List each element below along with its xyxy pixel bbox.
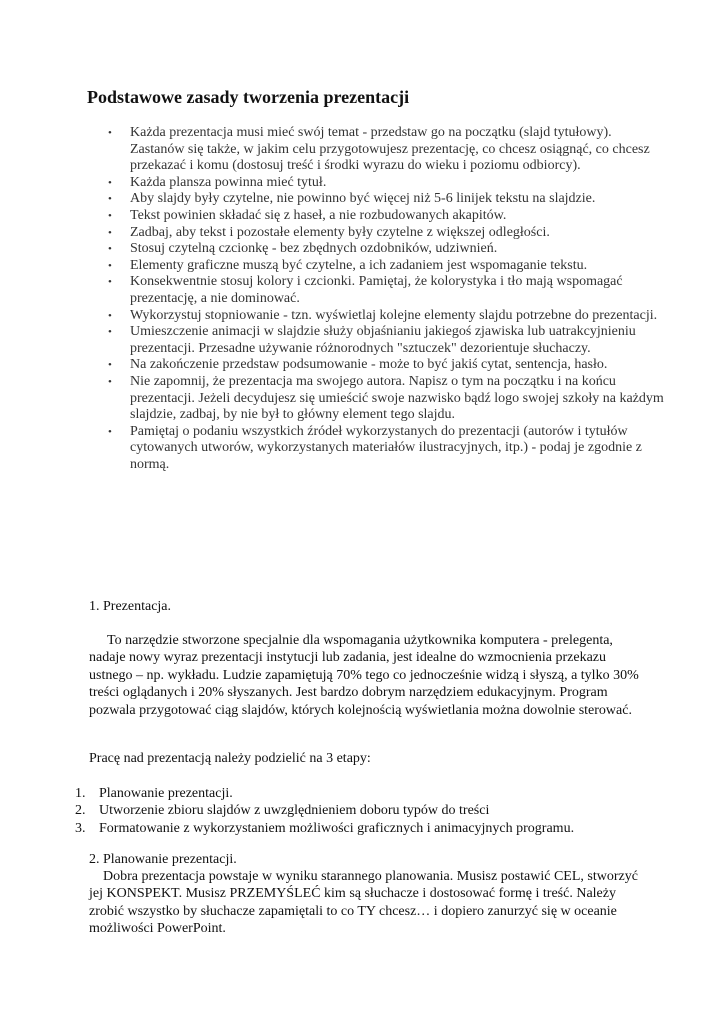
list-item-text: Zadbaj, aby tekst i pozostałe elementy były czytelne z większej odległości. xyxy=(130,224,550,240)
list-item xyxy=(75,802,635,819)
list-item xyxy=(104,308,664,325)
list-item xyxy=(104,258,664,275)
list-item-text: Pamiętaj o podaniu wszystkich źródeł wykorzystanych do prezentacji (autorów i tytułów cytowanych utworów, wykorzystanych materiałów ilustracyjnych, itp.) - podaj je zgodnie z normą. xyxy=(130,423,642,472)
bullet-icon: • xyxy=(108,359,112,372)
list-item-text: Planowanie prezentacji. xyxy=(99,786,233,801)
bullet-icon: • xyxy=(108,259,112,272)
list-item-text: Nie zapomnij, że prezentacja ma swojego autora. Napisz o tym na początku i na końcu prezentacji. Jeżeli decydujesz się umieścić swoje nazwisko bądź logo swojej szkoły na każdym slajdzie, zadbaj, by nie był to główny element tego slajdu. xyxy=(130,373,664,423)
stages-intro: Pracę nad prezentacją należy podzielić na 3 etapy: xyxy=(89,751,371,766)
bullet-icon: • xyxy=(108,276,112,289)
bullet-icon: • xyxy=(108,209,112,222)
list-item xyxy=(104,208,664,225)
list-item xyxy=(104,241,664,258)
list-item-text: Każda prezentacja musi mieć swój temat - przedstaw go na początku (slajd tytułowy). Zastanów się także, w jakim celu przygotowujesz prezentację, co chcesz osiągnąć, co chcesz przekazać i komu (dostosuj treść i środki wyrazu do wieku i poziomu odbiorcy). xyxy=(130,125,650,174)
bullet-icon: • xyxy=(108,226,112,239)
list-item xyxy=(75,785,635,802)
page-title: Podstawowe zasady tworzenia prezentacji xyxy=(87,87,410,107)
section-heading-prezentacja: 1. Prezentacja. xyxy=(89,599,172,614)
list-item-text: Umieszczenie animacji w slajdzie służy objaśnianiu jakiegoś zjawiska lub uatrakcyjnieniu prezentacji. Przesadne używanie różnorodnych "sztuczek" dezorientuje słuchaczy. xyxy=(130,324,636,356)
list-item xyxy=(104,125,664,175)
list-item-text: Konsekwentnie stosuj kolory i czcionki. Pamiętaj, że kolorystyka i tło mają wspomagać prezentację, a nie dominować. xyxy=(130,274,623,306)
list-number: 2. xyxy=(75,803,86,819)
bullet-icon: • xyxy=(108,193,112,206)
guidelines-list xyxy=(104,125,664,473)
list-item xyxy=(104,324,664,357)
list-item xyxy=(104,191,664,208)
section-heading-planowanie: 2. Planowanie prezentacji. xyxy=(89,852,237,867)
bullet-icon: • xyxy=(108,425,112,438)
list-item-text: Tekst powinien składać się z haseł, a nie rozbudowanych akapitów. xyxy=(130,207,507,223)
list-item xyxy=(104,274,664,307)
bullet-icon: • xyxy=(108,326,112,339)
section-paragraph: To narzędzie stworzone specjalnie dla wspomagania użytkownika komputera - prelegenta, nadaje nowy wyraz prezentacji instytucji lub zadania, jest idealne do wzmocnienia przekazu ustnego – np. wykładu. Ludzie zapamiętują 70% tego co jednocześnie widzą i słyszą, a tylko 30% treści oglądanych i 20% słyszanych. Jest bardzo dobrym narzędziem edukacyjnym. Program pozwala przygotować ciąg slajdów, których kolejnością wyświetlania można dowolnie sterować. xyxy=(89,633,639,718)
bullet-icon: • xyxy=(108,309,112,322)
list-item-text: Każda plansza powinna mieć tytuł. xyxy=(130,174,327,190)
list-item-text: Elementy graficzne muszą być czytelne, a ich zadaniem jest wspomaganie tekstu. xyxy=(130,257,588,273)
bullet-icon: • xyxy=(108,127,112,139)
list-item-text: Formatowanie z wykorzystaniem możliwości graficznych i animacyjnych programu. xyxy=(99,820,575,836)
section-paragraph: Dobra prezentacja powstaje w wyniku starannego planowania. Musisz postawić CEL, stworzyć jej KONSPEKT. Musisz PRZEMYŚLEĆ kim są słuchacze i dostosować formę i treść. Należy zrobić wszystko by słuchacze zapamiętali to co TY chcesz… i dopiero zanurzyć się w oceanie możliwości PowerPoint. xyxy=(89,869,638,937)
list-item xyxy=(104,374,664,424)
list-item-text: Utworzenie zbioru slajdów z uwzględnieniem doboru typów do treści xyxy=(99,803,490,819)
list-item-text: Aby slajdy były czytelne, nie powinno być więcej niż 5-6 linijek tekstu na slajdzie. xyxy=(130,191,596,207)
list-item xyxy=(75,820,635,837)
list-number: 1. xyxy=(75,786,86,801)
list-number: 3. xyxy=(75,820,86,836)
bullet-icon: • xyxy=(108,375,112,388)
list-item xyxy=(104,424,664,474)
list-item-text: Stosuj czytelną czcionkę - bez zbędnych ozdobników, udziwnień. xyxy=(130,241,498,257)
list-item-text: Na zakończenie przedstaw podsumowanie - może to być jakiś cytat, sentencja, hasło. xyxy=(130,357,608,373)
bullet-icon: • xyxy=(108,243,112,256)
stages-list xyxy=(75,785,635,837)
list-item xyxy=(104,225,664,242)
list-item xyxy=(104,357,664,374)
list-item xyxy=(104,175,664,192)
bullet-icon: • xyxy=(108,176,112,189)
list-item-text: Wykorzystuj stopniowanie - tzn. wyświetlaj kolejne elementy slajdu potrzebne do prezentacji. xyxy=(130,307,658,323)
